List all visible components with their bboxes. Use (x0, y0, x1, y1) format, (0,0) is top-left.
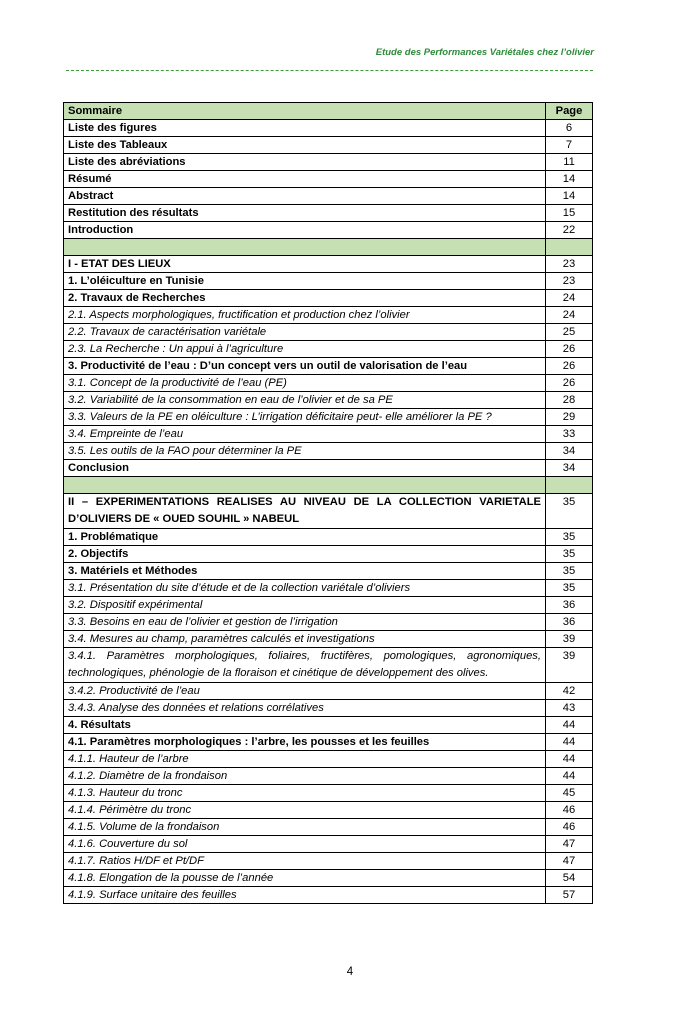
toc-entry-title: 3.4. Empreinte de l’eau (64, 426, 546, 443)
toc-entry-page: 42 (546, 683, 593, 700)
toc-entry-page (546, 477, 593, 494)
toc-row (64, 614, 593, 631)
toc-entry-page: 29 (546, 409, 593, 426)
toc-entry-page: 14 (546, 188, 593, 205)
toc-entry-page: 46 (546, 802, 593, 819)
toc-entry-page: 11 (546, 154, 593, 171)
toc-entry-page: 35 (546, 563, 593, 580)
toc-entry-page: 33 (546, 426, 593, 443)
toc-entry-title (64, 239, 546, 256)
toc-row (64, 171, 593, 188)
toc-heading-row (64, 103, 593, 120)
toc-entry-page: 34 (546, 460, 593, 477)
toc-row (64, 836, 593, 853)
toc-entry-page: 7 (546, 137, 593, 154)
toc-entry-title: 1. Problématique (64, 529, 546, 546)
toc-entry-page: 45 (546, 785, 593, 802)
toc-row (64, 443, 593, 460)
toc-heading-page: Page (546, 103, 593, 120)
toc-entry-page: 36 (546, 614, 593, 631)
toc-row (64, 426, 593, 443)
toc-entry-title: 4.1.5. Volume de la frondaison (64, 819, 546, 836)
toc-entry-title: Liste des figures (64, 120, 546, 137)
toc-entry-page: 35 (546, 529, 593, 546)
toc-entry-page: 57 (546, 887, 593, 904)
toc-entry-page: 44 (546, 768, 593, 785)
toc-entry-page: 23 (546, 256, 593, 273)
toc-heading-label: Sommaire (64, 103, 546, 120)
toc-row (64, 751, 593, 768)
toc-entry-title: 4.1.4. Périmètre du tronc (64, 802, 546, 819)
toc-row (64, 700, 593, 717)
toc-entry-page: 23 (546, 273, 593, 290)
toc-entry-title: Introduction (64, 222, 546, 239)
toc-row (64, 683, 593, 700)
toc-entry-page: 24 (546, 307, 593, 324)
toc-entry-page: 35 (546, 494, 593, 529)
toc-row (64, 188, 593, 205)
toc-entry-page: 26 (546, 341, 593, 358)
toc-entry-page: 46 (546, 819, 593, 836)
toc-entry-page: 54 (546, 870, 593, 887)
toc-entry-title: 4.1. Paramètres morphologiques : l’arbre, les pousses et les feuilles (64, 734, 546, 751)
toc-entry-page: 34 (546, 443, 593, 460)
toc-entry-page: 26 (546, 375, 593, 392)
toc-row (64, 256, 593, 273)
toc-entry-title: 3.4.3. Analyse des données et relations corrélatives (64, 700, 546, 717)
toc-entry-title: 4.1.7. Ratios H/DF et Pt/DF (64, 853, 546, 870)
toc-entry-title: 2. Travaux de Recherches (64, 290, 546, 307)
toc-row (64, 546, 593, 563)
toc-entry-page: 44 (546, 734, 593, 751)
toc-entry-title: 3.2. Variabilité de la consommation en eau de l’olivier et de sa PE (64, 392, 546, 409)
toc-row (64, 494, 593, 529)
toc-row (64, 853, 593, 870)
toc-entry-page: 22 (546, 222, 593, 239)
toc-entry-title: 3.3. Valeurs de la PE en oléiculture : L’irrigation déficitaire peut- elle améliorer la PE ? (64, 409, 546, 426)
toc-row (64, 273, 593, 290)
toc-entry-page: 15 (546, 205, 593, 222)
toc-row (64, 137, 593, 154)
toc-row (64, 717, 593, 734)
toc-entry-title: 3. Matériels et Méthodes (64, 563, 546, 580)
toc-row (64, 887, 593, 904)
page-number: 4 (346, 966, 354, 978)
toc-entry-title: 4. Résultats (64, 717, 546, 734)
toc-entry-title: Liste des abréviations (64, 154, 546, 171)
toc-entry-title: 4.1.3. Hauteur du tronc (64, 785, 546, 802)
toc-row (64, 120, 593, 137)
toc-entry-page: 47 (546, 836, 593, 853)
toc-entry-title: 3. Productivité de l’eau : D’un concept vers un outil de valorisation de l’eau (64, 358, 546, 375)
toc-row (64, 870, 593, 887)
table-of-contents (63, 102, 593, 904)
toc-row (64, 785, 593, 802)
toc-entry-page: 24 (546, 290, 593, 307)
toc-entry-title: 2.3. La Recherche : Un appui à l’agriculture (64, 341, 546, 358)
toc-row (64, 205, 593, 222)
toc-entry-title: Conclusion (64, 460, 546, 477)
toc-entry-title: 4.1.8. Elongation de la pousse de l’année (64, 870, 546, 887)
toc-entry-title: 3.5. Les outils de la FAO pour déterminer la PE (64, 443, 546, 460)
toc-entry-title (64, 477, 546, 494)
toc-entry-page: 35 (546, 546, 593, 563)
toc-row (64, 768, 593, 785)
toc-entry-title: Résumé (64, 171, 546, 188)
toc-spacer-row (64, 239, 593, 256)
toc-entry-page: 39 (546, 648, 593, 683)
toc-row (64, 563, 593, 580)
toc-row (64, 341, 593, 358)
toc-row (64, 409, 593, 426)
toc-entry-title: 4.1.2. Diamètre de la frondaison (64, 768, 546, 785)
toc-entry-title: 3.1. Présentation du site d’étude et de la collection variétale d’oliviers (64, 580, 546, 597)
toc-entry-page: 28 (546, 392, 593, 409)
toc-entry-title: 3.4.1. Paramètres morphologiques, foliaires, fructifères, pomologiques, agronomiques, technologiques, phénologie de la floraison et cinétique de développement des olives. (64, 648, 546, 683)
toc-row (64, 358, 593, 375)
toc-row (64, 597, 593, 614)
toc-entry-title: 2.2. Travaux de caractérisation variétale (64, 324, 546, 341)
toc-entry-page: 26 (546, 358, 593, 375)
toc-row (64, 324, 593, 341)
toc-entry-page: 6 (546, 120, 593, 137)
toc-row (64, 290, 593, 307)
toc-entry-title: Liste des Tableaux (64, 137, 546, 154)
toc-entry-title: 4.1.9. Surface unitaire des feuilles (64, 887, 546, 904)
toc-entry-page: 36 (546, 597, 593, 614)
toc-entry-title: 4.1.6. Couverture du sol (64, 836, 546, 853)
toc-row (64, 648, 593, 683)
toc-entry-title: 4.1.1. Hauteur de l’arbre (64, 751, 546, 768)
toc-entry-page: 25 (546, 324, 593, 341)
toc-entry-page: 44 (546, 717, 593, 734)
toc-row (64, 819, 593, 836)
toc-entry-title: Abstract (64, 188, 546, 205)
running-header: Etude des Performances Variétales chez l’olivier (375, 47, 594, 58)
toc-row (64, 734, 593, 751)
toc-entry-title: 1. L’oléiculture en Tunisie (64, 273, 546, 290)
toc-row (64, 307, 593, 324)
toc-entry-title: 3.4.2. Productivité de l’eau (64, 683, 546, 700)
toc-entry-page: 39 (546, 631, 593, 648)
toc-entry-title: 3.3. Besoins en eau de l’olivier et gestion de l’irrigation (64, 614, 546, 631)
toc-row (64, 631, 593, 648)
toc-row (64, 154, 593, 171)
toc-entry-title: I - ETAT DES LIEUX (64, 256, 546, 273)
toc-row (64, 529, 593, 546)
header-divider (66, 70, 593, 71)
toc-entry-title: 2.1. Aspects morphologiques, fructification et production chez l’olivier (64, 307, 546, 324)
toc-row (64, 392, 593, 409)
toc-entry-title: 3.1. Concept de la productivité de l’eau (PE) (64, 375, 546, 392)
toc-entry-title: Restitution des résultats (64, 205, 546, 222)
toc-row (64, 802, 593, 819)
toc-row (64, 580, 593, 597)
toc-spacer-row (64, 477, 593, 494)
toc-entry-title: 3.2. Dispositif expérimental (64, 597, 546, 614)
toc-entry-page: 35 (546, 580, 593, 597)
toc-entry-title: 3.4. Mesures au champ, paramètres calculés et investigations (64, 631, 546, 648)
toc-entry-page: 44 (546, 751, 593, 768)
toc-entry-page: 47 (546, 853, 593, 870)
toc-entry-title: 2. Objectifs (64, 546, 546, 563)
toc-row (64, 460, 593, 477)
toc-entry-page: 14 (546, 171, 593, 188)
toc-row (64, 222, 593, 239)
toc-entry-page (546, 239, 593, 256)
toc-row (64, 375, 593, 392)
toc-entry-page: 43 (546, 700, 593, 717)
toc-entry-title: II – EXPERIMENTATIONS REALISES AU NIVEAU DE LA COLLECTION VARIETALE D’OLIVIERS DE « OUED SOUHIL » NABEUL (64, 494, 546, 529)
